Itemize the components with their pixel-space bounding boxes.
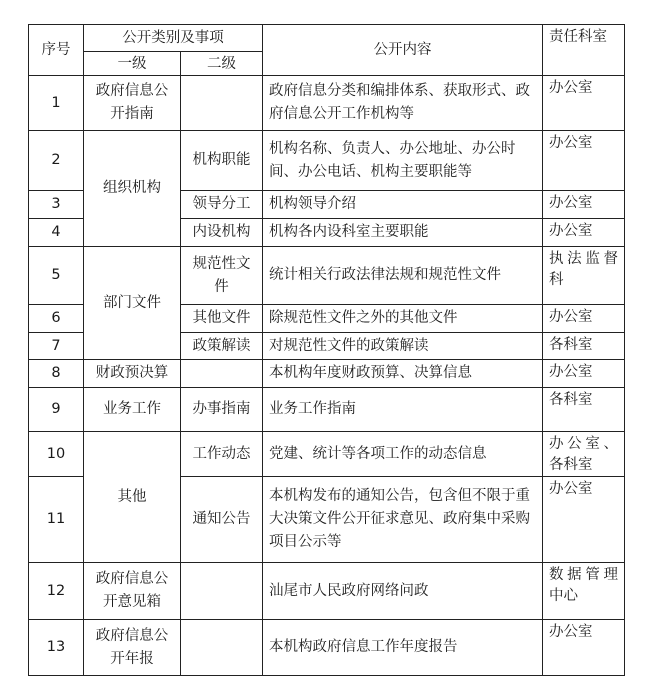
dept-cell: 办公室 — [543, 219, 625, 247]
dept-cell: 各科室 — [543, 333, 625, 360]
content-cell: 政府信息分类和编排体系、获取形式、政府信息公开工作机构等 — [263, 76, 543, 131]
level2-cell: 机构职能 — [181, 131, 263, 191]
table-row — [29, 620, 625, 676]
table-row — [29, 247, 625, 305]
row-number: 11 — [29, 477, 84, 563]
dept-cell: 办公室 — [543, 305, 625, 333]
dept-cell: 办公室 — [543, 76, 625, 131]
row-number: 5 — [29, 247, 84, 305]
row-number: 6 — [29, 305, 84, 333]
content-cell: 机构各内设科室主要职能 — [263, 219, 543, 247]
content-cell: 本机构发布的通知公告，包含但不限于重大决策文件公开征求意见、政府集中采购项目公示等 — [263, 477, 543, 563]
header-level2: 二级 — [181, 52, 263, 76]
level2-cell: 规范性文件 — [181, 247, 263, 305]
dept-cell: 办公室 — [543, 131, 625, 191]
row-number: 10 — [29, 432, 84, 477]
table-row — [29, 360, 625, 388]
dept-cell: 数据管理中心 — [543, 563, 625, 620]
level2-cell: 政策解读 — [181, 333, 263, 360]
level2-cell: 通知公告 — [181, 477, 263, 563]
row-number: 12 — [29, 563, 84, 620]
dept-cell: 办公室 — [543, 191, 625, 219]
content-cell: 本机构政府信息工作年度报告 — [263, 620, 543, 676]
dept-cell: 办公室、各科室 — [543, 432, 625, 477]
level2-cell: 工作动态 — [181, 432, 263, 477]
row-number: 2 — [29, 131, 84, 191]
dept-cell: 办公室 — [543, 360, 625, 388]
header-content: 公开内容 — [263, 25, 543, 76]
dept-cell: 办公室 — [543, 620, 625, 676]
content-cell: 机构领导介绍 — [263, 191, 543, 219]
level1-cell: 组织机构 — [84, 131, 181, 247]
table-row — [29, 131, 625, 191]
level2-cell — [181, 620, 263, 676]
table-row — [29, 432, 625, 477]
content-cell: 统计相关行政法律法规和规范性文件 — [263, 247, 543, 305]
level2-cell: 内设机构 — [181, 219, 263, 247]
level1-cell: 业务工作 — [84, 388, 181, 432]
content-cell: 业务工作指南 — [263, 388, 543, 432]
dept-cell: 办公室 — [543, 477, 625, 563]
level1-cell: 财政预决算 — [84, 360, 181, 388]
row-number: 4 — [29, 219, 84, 247]
level2-cell — [181, 360, 263, 388]
content-cell: 汕尾市人民政府网络问政 — [263, 563, 543, 620]
level1-cell: 其他 — [84, 432, 181, 563]
row-number: 8 — [29, 360, 84, 388]
dept-cell: 执法监督科 — [543, 247, 625, 305]
table-row — [29, 76, 625, 131]
content-cell: 除规范性文件之外的其他文件 — [263, 305, 543, 333]
level2-cell — [181, 76, 263, 131]
header-category: 公开类别及事项 — [84, 25, 263, 52]
level2-cell — [181, 563, 263, 620]
row-number: 13 — [29, 620, 84, 676]
level1-cell: 部门文件 — [84, 247, 181, 360]
header-level1: 一级 — [84, 52, 181, 76]
content-cell: 党建、统计等各项工作的动态信息 — [263, 432, 543, 477]
row-number: 3 — [29, 191, 84, 219]
dept-cell: 各科室 — [543, 388, 625, 432]
level1-cell: 政府信息公开指南 — [84, 76, 181, 131]
content-cell: 机构名称、负责人、办公地址、办公时间、办公电话、机构主要职能等 — [263, 131, 543, 191]
row-number: 7 — [29, 333, 84, 360]
table-row — [29, 388, 625, 432]
level2-cell: 其他文件 — [181, 305, 263, 333]
level1-cell: 政府信息公开意见箱 — [84, 563, 181, 620]
table-row — [29, 563, 625, 620]
level2-cell: 办事指南 — [181, 388, 263, 432]
content-cell: 本机构年度财政预算、决算信息 — [263, 360, 543, 388]
row-number: 1 — [29, 76, 84, 131]
row-number: 9 — [29, 388, 84, 432]
content-cell: 对规范性文件的政策解读 — [263, 333, 543, 360]
header-seq: 序号 — [29, 25, 84, 76]
header-row — [29, 25, 625, 52]
header-dept: 责任科室 — [543, 25, 625, 76]
level1-cell: 政府信息公开年报 — [84, 620, 181, 676]
disclosure-table — [28, 24, 625, 676]
level2-cell: 领导分工 — [181, 191, 263, 219]
